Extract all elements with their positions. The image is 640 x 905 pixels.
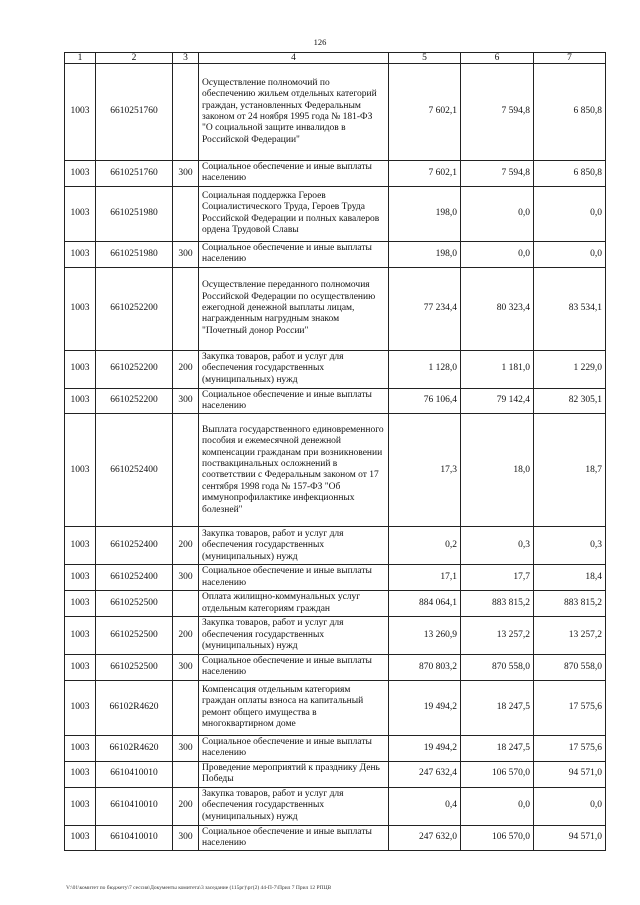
- amount-year3-cell: 18,4: [534, 565, 606, 591]
- expense-type-cell: 300: [173, 161, 199, 187]
- amount-year1-cell: 198,0: [389, 241, 461, 267]
- expense-type-cell: [173, 64, 199, 161]
- table-row: [65, 267, 606, 350]
- target-article-cell: 66102R4620: [96, 735, 173, 761]
- expense-type-cell: [173, 267, 199, 350]
- item-name-cell: Социальное обеспечение и иные выплаты населению: [199, 655, 389, 681]
- expense-type-cell: [173, 186, 199, 241]
- amount-year2-cell: 883 815,2: [461, 591, 534, 617]
- section-code-cell: 1003: [65, 735, 96, 761]
- file-path-footer: V:\01\комитет по бюджету\7 сессия\Документы комитета\3 заседание (115рг)\рг(2) 44-П-7\Прил 7 Прил 12 РПЦВ: [66, 885, 332, 891]
- item-name-cell: Социальная поддержка Героев Социалистического Труда, Героев Труда Российской Федерации и полных кавалеров ордена Трудовой Славы: [199, 186, 389, 241]
- amount-year1-cell: 884 064,1: [389, 591, 461, 617]
- target-article-cell: 6610410010: [96, 787, 173, 825]
- table-row: [65, 414, 606, 527]
- amount-year3-cell: 17 575,6: [534, 735, 606, 761]
- expense-type-cell: 300: [173, 241, 199, 267]
- item-name-cell: Социальное обеспечение и иные выплаты населению: [199, 825, 389, 851]
- target-article-cell: 6610252400: [96, 414, 173, 527]
- page-number: 126: [313, 37, 327, 47]
- target-article-cell: 66102R4620: [96, 680, 173, 735]
- item-name-cell: Социальное обеспечение и иные выплаты населению: [199, 565, 389, 591]
- amount-year2-cell: 18 247,5: [461, 735, 534, 761]
- amount-year3-cell: 6 850,8: [534, 161, 606, 187]
- target-article-cell: 6610252200: [96, 388, 173, 414]
- header-cell: 7: [534, 53, 606, 64]
- item-name-cell: Оплата жилищно-коммунальных услуг отдельным категориям граждан: [199, 591, 389, 617]
- amount-year2-cell: 80 323,4: [461, 267, 534, 350]
- amount-year3-cell: 1 229,0: [534, 350, 606, 388]
- section-code-cell: 1003: [65, 527, 96, 565]
- table-row: [65, 761, 606, 787]
- expense-type-cell: 200: [173, 617, 199, 655]
- expense-type-cell: 300: [173, 565, 199, 591]
- section-code-cell: 1003: [65, 680, 96, 735]
- table-row: [65, 680, 606, 735]
- amount-year3-cell: 94 571,0: [534, 825, 606, 851]
- item-name-cell: Осуществление переданного полномочия Российской Федерации по осуществлению ежегодной денежной выплаты лицам, награжденным нагрудным знаком "Почетный донор России": [199, 267, 389, 350]
- target-article-cell: 6610252500: [96, 655, 173, 681]
- amount-year2-cell: 0,0: [461, 787, 534, 825]
- section-code-cell: 1003: [65, 414, 96, 527]
- table-row: [65, 186, 606, 241]
- amount-year2-cell: 79 142,4: [461, 388, 534, 414]
- section-code-cell: 1003: [65, 186, 96, 241]
- amount-year1-cell: 247 632,4: [389, 761, 461, 787]
- section-code-cell: 1003: [65, 388, 96, 414]
- expense-type-cell: 200: [173, 527, 199, 565]
- item-name-cell: Закупка товаров, работ и услуг для обеспечения государственных (муниципальных) нужд: [199, 350, 389, 388]
- section-code-cell: 1003: [65, 787, 96, 825]
- amount-year1-cell: 76 106,4: [389, 388, 461, 414]
- section-code-cell: 1003: [65, 591, 96, 617]
- target-article-cell: 6610251980: [96, 186, 173, 241]
- amount-year2-cell: 106 570,0: [461, 761, 534, 787]
- amount-year2-cell: 0,3: [461, 527, 534, 565]
- amount-year2-cell: 0,0: [461, 241, 534, 267]
- target-article-cell: 6610251760: [96, 161, 173, 187]
- amount-year2-cell: 870 558,0: [461, 655, 534, 681]
- table-row: [65, 161, 606, 187]
- amount-year2-cell: 18 247,5: [461, 680, 534, 735]
- amount-year3-cell: 883 815,2: [534, 591, 606, 617]
- section-code-cell: 1003: [65, 565, 96, 591]
- amount-year1-cell: 19 494,2: [389, 735, 461, 761]
- section-code-cell: 1003: [65, 64, 96, 161]
- header-cell: 3: [173, 53, 199, 64]
- item-name-cell: Проведение мероприятий к празднику День Победы: [199, 761, 389, 787]
- amount-year2-cell: 7 594,8: [461, 161, 534, 187]
- amount-year3-cell: 17 575,6: [534, 680, 606, 735]
- amount-year1-cell: 0,2: [389, 527, 461, 565]
- item-name-cell: Социальное обеспечение и иные выплаты населению: [199, 161, 389, 187]
- target-article-cell: 6610410010: [96, 825, 173, 851]
- section-code-cell: 1003: [65, 825, 96, 851]
- amount-year3-cell: 0,3: [534, 527, 606, 565]
- budget-table: [64, 52, 606, 851]
- section-code-cell: 1003: [65, 617, 96, 655]
- table-row: [65, 655, 606, 681]
- target-article-cell: 6610252500: [96, 591, 173, 617]
- item-name-cell: Закупка товаров, работ и услуг для обеспечения государственных (муниципальных) нужд: [199, 787, 389, 825]
- table-row: [65, 591, 606, 617]
- target-article-cell: 6610252200: [96, 267, 173, 350]
- expense-type-cell: 200: [173, 787, 199, 825]
- header-cell: 1: [65, 53, 96, 64]
- amount-year2-cell: 13 257,2: [461, 617, 534, 655]
- item-name-cell: Закупка товаров, работ и услуг для обеспечения государственных (муниципальных) нужд: [199, 527, 389, 565]
- target-article-cell: 6610251760: [96, 64, 173, 161]
- expense-type-cell: [173, 591, 199, 617]
- amount-year3-cell: 0,0: [534, 241, 606, 267]
- expense-type-cell: 300: [173, 825, 199, 851]
- item-name-cell: Социальное обеспечение и иные выплаты населению: [199, 241, 389, 267]
- section-code-cell: 1003: [65, 241, 96, 267]
- amount-year1-cell: 19 494,2: [389, 680, 461, 735]
- amount-year2-cell: 1 181,0: [461, 350, 534, 388]
- table-row: [65, 350, 606, 388]
- expense-type-cell: 200: [173, 350, 199, 388]
- item-name-cell: Закупка товаров, работ и услуг для обеспечения государственных (муниципальных) нужд: [199, 617, 389, 655]
- expense-type-cell: [173, 414, 199, 527]
- target-article-cell: 6610410010: [96, 761, 173, 787]
- amount-year1-cell: 17,3: [389, 414, 461, 527]
- amount-year2-cell: 7 594,8: [461, 64, 534, 161]
- expense-type-cell: 300: [173, 388, 199, 414]
- table-row: [65, 64, 606, 161]
- amount-year2-cell: 106 570,0: [461, 825, 534, 851]
- amount-year1-cell: 13 260,9: [389, 617, 461, 655]
- expense-type-cell: 300: [173, 655, 199, 681]
- amount-year3-cell: 18,7: [534, 414, 606, 527]
- amount-year3-cell: 0,0: [534, 787, 606, 825]
- header-row: [65, 53, 606, 64]
- target-article-cell: 6610252500: [96, 617, 173, 655]
- amount-year3-cell: 0,0: [534, 186, 606, 241]
- amount-year2-cell: 0,0: [461, 186, 534, 241]
- header-cell: 5: [389, 53, 461, 64]
- table-row: [65, 527, 606, 565]
- amount-year1-cell: 1 128,0: [389, 350, 461, 388]
- amount-year1-cell: 0,4: [389, 787, 461, 825]
- target-article-cell: 6610252400: [96, 565, 173, 591]
- table-row: [65, 388, 606, 414]
- amount-year3-cell: 82 305,1: [534, 388, 606, 414]
- amount-year2-cell: 18,0: [461, 414, 534, 527]
- target-article-cell: 6610252200: [96, 350, 173, 388]
- expense-type-cell: [173, 761, 199, 787]
- item-name-cell: Осуществление полномочий по обеспечению жильем отдельных категорий граждан, установленных Федеральным законом от 24 ноября 1995 года № 181-ФЗ "О социальной защите инвалидов в Российской Федерации": [199, 64, 389, 161]
- expense-type-cell: [173, 680, 199, 735]
- amount-year1-cell: 17,1: [389, 565, 461, 591]
- amount-year3-cell: 94 571,0: [534, 761, 606, 787]
- item-name-cell: Социальное обеспечение и иные выплаты населению: [199, 388, 389, 414]
- amount-year1-cell: 7 602,1: [389, 161, 461, 187]
- expense-type-cell: 300: [173, 735, 199, 761]
- header-cell: 4: [199, 53, 389, 64]
- section-code-cell: 1003: [65, 267, 96, 350]
- header-cell: 2: [96, 53, 173, 64]
- table-row: [65, 735, 606, 761]
- section-code-cell: 1003: [65, 350, 96, 388]
- item-name-cell: Социальное обеспечение и иные выплаты населению: [199, 735, 389, 761]
- amount-year1-cell: 7 602,1: [389, 64, 461, 161]
- item-name-cell: Компенсация отдельным категориям граждан оплаты взноса на капитальный ремонт общего имущества в многоквартирном доме: [199, 680, 389, 735]
- table-row: [65, 241, 606, 267]
- target-article-cell: 6610251980: [96, 241, 173, 267]
- section-code-cell: 1003: [65, 655, 96, 681]
- section-code-cell: 1003: [65, 761, 96, 787]
- amount-year3-cell: 83 534,1: [534, 267, 606, 350]
- section-code-cell: 1003: [65, 161, 96, 187]
- item-name-cell: Выплата государственного единовременного пособия и ежемесячной денежной компенсации гражданам при возникновении поствакцинальных осложнений в соответствии с Федеральным законом от 17 сентября 1998 года № 157-ФЗ "Об иммунопрофилактике инфекционных болезней": [199, 414, 389, 527]
- amount-year3-cell: 13 257,2: [534, 617, 606, 655]
- amount-year1-cell: 870 803,2: [389, 655, 461, 681]
- table-body: [65, 53, 606, 851]
- table-row: [65, 825, 606, 851]
- amount-year1-cell: 198,0: [389, 186, 461, 241]
- amount-year3-cell: 6 850,8: [534, 64, 606, 161]
- table-row: [65, 565, 606, 591]
- header-cell: 6: [461, 53, 534, 64]
- target-article-cell: 6610252400: [96, 527, 173, 565]
- amount-year3-cell: 870 558,0: [534, 655, 606, 681]
- table-row: [65, 617, 606, 655]
- amount-year1-cell: 247 632,0: [389, 825, 461, 851]
- table-row: [65, 787, 606, 825]
- amount-year1-cell: 77 234,4: [389, 267, 461, 350]
- amount-year2-cell: 17,7: [461, 565, 534, 591]
